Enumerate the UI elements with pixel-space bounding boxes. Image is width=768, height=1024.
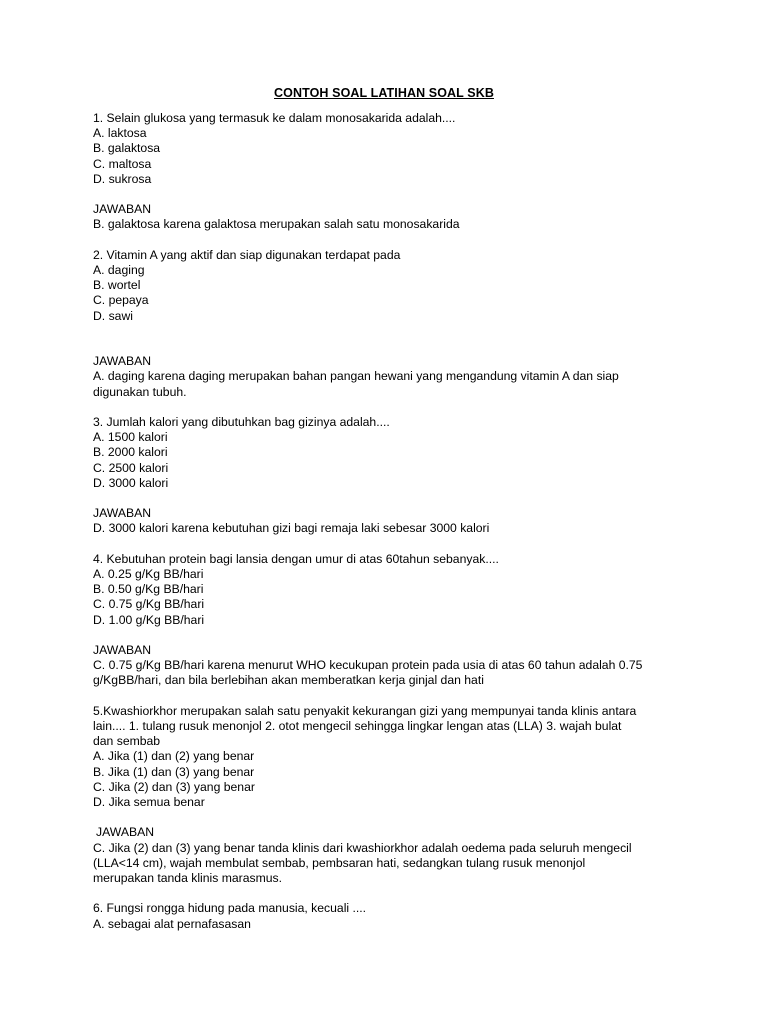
answer-option: A. Jika (1) dan (2) yang benar — [93, 749, 255, 764]
spacer — [93, 810, 693, 825]
spacer — [93, 491, 693, 506]
spacer — [93, 689, 693, 704]
answer-text: C. 0.75 g/Kg BB/hari karena menurut WHO kecukupan protein pada usia di atas 60 tahun adalah 0.75 — [93, 658, 643, 673]
answer-text: merupakan tanda klinis marasmus. — [93, 871, 282, 886]
answer-text: D. 3000 kalori karena kebutuhan gizi bagi remaja laki sebesar 3000 kalori — [93, 521, 490, 536]
question-block-6 — [93, 901, 693, 931]
answer-option: A. 0.25 g/Kg BB/hari — [93, 567, 204, 581]
document-body — [93, 111, 693, 932]
answer-text: g/KgBB/hari, dan bila berlebihan akan memberatkan kerja ginjal dan hati — [93, 673, 484, 688]
answer-option: B. wortel — [93, 278, 141, 293]
answer-heading: JAWABAN — [93, 202, 152, 217]
question-block-1 — [93, 111, 693, 233]
question-text: 4. Kebutuhan protein bagi lansia dengan umur di atas 60tahun sebanyak.... — [93, 551, 499, 566]
answer-option: D. 1.00 g/Kg BB/hari — [93, 612, 205, 627]
question-text: dan sembab — [93, 734, 161, 749]
answer-option: D. sawi — [93, 308, 133, 323]
answer-option: B. 2000 kalori — [93, 445, 168, 460]
question-text: lain.... 1. tulang rusuk menonjol 2. otot mengecil sehingga lingkar lengan atas (LLA) 3. wajah bulat — [93, 719, 622, 733]
answer-option: C. maltosa — [93, 156, 152, 171]
question-text: 6. Fungsi rongga hidung pada manusia, kecuali .... — [93, 901, 367, 916]
question-block-3 — [93, 415, 693, 537]
spacer — [93, 187, 693, 202]
answer-option: C. pepaya — [93, 293, 149, 308]
answer-option: D. sukrosa — [93, 171, 152, 186]
spacer — [93, 628, 693, 643]
spacer — [93, 233, 693, 248]
answer-option: B. 0.50 g/Kg BB/hari — [93, 582, 204, 597]
answer-option: B. Jika (1) dan (3) yang benar — [93, 764, 255, 779]
spacer — [93, 324, 693, 354]
answer-option: D. 3000 kalori — [93, 475, 169, 490]
answer-option: A. laktosa — [93, 126, 147, 141]
answer-option: C. 0.75 g/Kg BB/hari — [93, 597, 205, 612]
spacer — [93, 537, 693, 552]
answer-text: (LLA<14 cm), wajah membulat sembab, pembsaran hati, sedangkan tulang rusuk menonjol — [93, 855, 586, 870]
question-text: 5.Kwashiorkhor merupakan salah satu penyakit kekurangan gizi yang mempunyai tanda klinis antara — [93, 703, 637, 718]
answer-text: A. daging karena daging merupakan bahan pangan hewani yang mengandung vitamin A dan siap — [93, 369, 619, 384]
answer-option: C. 2500 kalori — [93, 460, 169, 475]
spacer — [93, 400, 693, 415]
answer-heading: JAWABAN — [93, 354, 152, 369]
spacer — [93, 886, 693, 901]
answer-text: digunakan tubuh. — [93, 384, 187, 399]
question-block-5 — [93, 704, 693, 886]
document-title: CONTOH SOAL LATIHAN SOAL SKB — [274, 86, 494, 100]
answer-option: D. Jika semua benar — [93, 795, 205, 810]
answer-text: C. Jika (2) dan (3) yang benar tanda klinis dari kwashiorkhor adalah oedema pada seluruh mengecil — [93, 840, 632, 855]
answer-option: A. daging — [93, 263, 145, 277]
answer-heading: JAWABAN — [96, 825, 155, 840]
question-block-4 — [93, 552, 693, 689]
answer-option: C. Jika (2) dan (3) yang benar — [93, 779, 255, 794]
question-text: 1. Selain glukosa yang termasuk ke dalam monosakarida adalah.... — [93, 111, 456, 125]
answer-heading: JAWABAN — [93, 643, 152, 657]
question-text: 3. Jumlah kalori yang dibutuhkan bag gizinya adalah.... — [93, 415, 390, 429]
answer-text: B. galaktosa karena galaktosa merupakan salah satu monosakarida — [93, 217, 460, 232]
answer-option: B. galaktosa — [93, 141, 161, 156]
answer-heading: JAWABAN — [93, 506, 152, 521]
answer-option: A. sebagai alat pernafasasan — [93, 916, 251, 931]
answer-option: A. 1500 kalori — [93, 430, 168, 445]
question-block-2 — [93, 248, 693, 400]
question-text: 2. Vitamin A yang aktif dan siap digunakan terdapat pada — [93, 247, 401, 262]
